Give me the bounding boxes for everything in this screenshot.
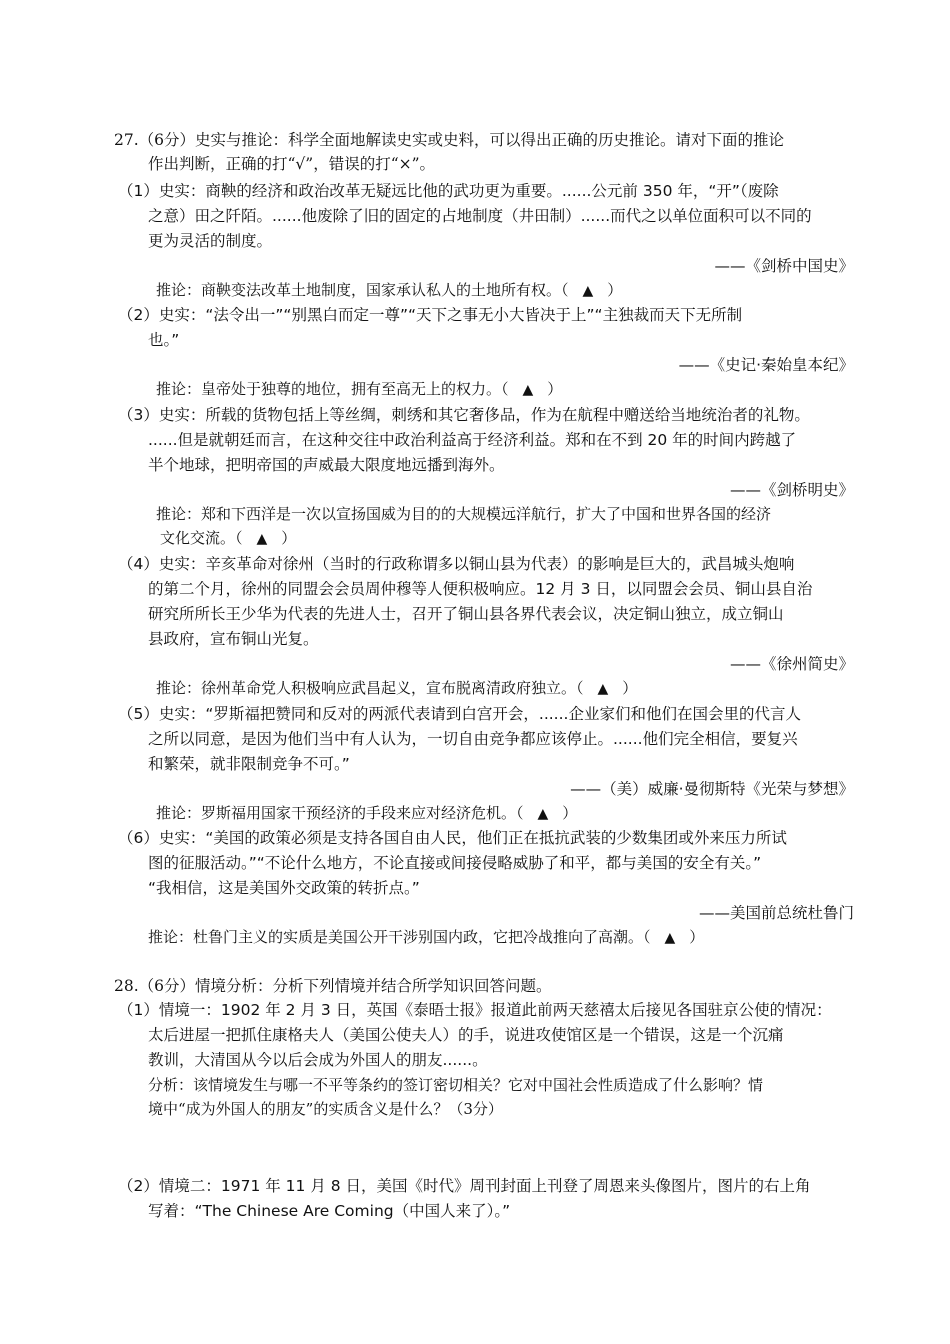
q27-instruction: 作出判断，正确的打“√”，错误的打“×”。 xyxy=(148,155,436,173)
q28-heading: 28.（6分）情境分析：分析下列情境并结合所学知识回答问题。 xyxy=(114,977,552,995)
item3-fact-line: 半个地球，把明帝国的声威最大限度地远播到海外。 xyxy=(148,456,505,474)
item1-source: ——《剑桥中国史》 xyxy=(714,257,854,275)
item4-fact-line: 县政府，宣布铜山光复。 xyxy=(148,630,319,648)
item5-fact-line: （5）史实：“罗斯福把赞同和反对的两派代表请到白宫开会，......企业家们和他们在国会里的代言人 xyxy=(118,705,801,723)
q28-s1-analysis: 分析：该情境发生与哪一不平等条约的签订密切相关？它对中国社会性质造成了什么影响？情 xyxy=(148,1076,764,1094)
item6-close: ） xyxy=(689,928,705,946)
answer-mark-icon: ▲ xyxy=(664,930,676,946)
item3-close: ） xyxy=(281,529,297,547)
item1-fact-line: （1）史实：商鞅的经济和政治改革无疑远比他的武功更为重要。......公元前 350 年，“开”（废除 xyxy=(118,182,779,200)
item2-fact-line: （2）史实：“法令出一”“别黑白而定一尊”“天下之事无小大皆决于上”“主独裁而天下无所制 xyxy=(118,306,743,324)
item5-close: ） xyxy=(562,804,578,822)
item5-fact-line: 和繁荣，就非限制竞争不可。” xyxy=(148,755,350,773)
item4-close: ） xyxy=(622,679,638,697)
item3-inference: 推论：郑和下西洋是一次以宣扬国威为目的的大规模远洋航行，扩大了中国和世界各国的经济 xyxy=(156,505,772,523)
item5-fact-line: 之所以同意，是因为他们当中有人认为，一切自由竞争都应该停止。......他们完全相信，要复兴 xyxy=(148,730,798,748)
answer-mark-icon: ▲ xyxy=(582,283,594,299)
item4-inference xyxy=(156,677,637,698)
item1-inference-text: 推论：商鞅变法改革土地制度，国家承认私人的土地所有权。（ xyxy=(156,281,569,299)
item2-close: ） xyxy=(547,380,563,398)
item1-inference xyxy=(156,279,622,300)
item4-fact-line: 研究所所长王少华为代表的先进人士，召开了铜山县各界代表会议，决定铜山独立，成立铜山 xyxy=(148,605,784,623)
item6-inference-text: 推论：杜鲁门主义的实质是美国公开干涉别国内政，它把冷战推向了高潮。（ xyxy=(148,928,651,946)
item2-inference-text: 推论：皇帝处于独尊的地位，拥有至高无上的权力。（ xyxy=(156,380,509,398)
q28-s2-line: 写着：“The Chinese Are Coming（中国人来了）。” xyxy=(148,1202,511,1220)
item1-fact-line: 更为灵活的制度。 xyxy=(148,232,273,250)
q28-s1-line: 教训，大清国从今以后会成为外国人的朋友......。 xyxy=(148,1051,488,1069)
q27-heading: 27.（6分）史实与推论：科学全面地解读史实或史料，可以得出正确的历史推论。请对下面的推论 xyxy=(114,131,785,149)
item3-inference-cont xyxy=(160,527,296,548)
item6-inference xyxy=(148,926,704,947)
item2-fact-line: 也。” xyxy=(148,331,180,349)
item4-fact-line: （4）史实：辛亥革命对徐州（当时的行政称谓多以铜山县为代表）的影响是巨大的，武昌城头炮响 xyxy=(118,555,795,573)
item4-source: ——《徐州简史》 xyxy=(729,655,854,673)
item4-fact-line: 的第二个月，徐州的同盟会会员周仲穆等人便积极响应。12 月 3 日，以同盟会会员、铜山县自治 xyxy=(148,580,813,598)
item5-inference-text: 推论：罗斯福用国家干预经济的手段来应对经济危机。（ xyxy=(156,804,524,822)
item6-fact-line: 图的征服活动。”“不论什么地方，不论直接或间接侵略威胁了和平，都与美国的安全有关。” xyxy=(148,854,762,872)
q28-s1-analysis: 境中“成为外国人的朋友”的实质含义是什么？（3分） xyxy=(148,1100,503,1118)
item5-inference xyxy=(156,802,577,823)
item6-fact-line: （6）史实：“美国的政策必须是支持各国自由人民，他们正在抵抗武装的少数集团或外来压力所试 xyxy=(118,829,787,847)
item6-fact-line: “我相信，这是美国外交政策的转折点。” xyxy=(148,879,420,897)
answer-mark-icon: ▲ xyxy=(597,681,609,697)
q28-s1-line: 太后进屋一把抓住康格夫人（美国公使夫人）的手，说进攻使馆区是一个错误，这是一个沉痛 xyxy=(148,1026,784,1044)
item3-source: ——《剑桥明史》 xyxy=(729,481,854,499)
item2-inference xyxy=(156,378,562,399)
item2-source: ——《史记·秦始皇本纪》 xyxy=(678,356,854,374)
item4-inference-text: 推论：徐州革命党人积极响应武昌起义，宣布脱离清政府独立。（ xyxy=(156,679,584,697)
item3-inference-text2: 文化交流。（ xyxy=(160,529,243,547)
q28-s1-line: （1）情境一：1902 年 2 月 3 日，英国《泰晤士报》报道此前两天慈禧太后接见各国驻京公使的情况： xyxy=(118,1001,832,1019)
item1-close: ） xyxy=(607,281,623,299)
item6-source: ——美国前总统杜鲁门 xyxy=(698,904,854,922)
answer-mark-icon: ▲ xyxy=(256,531,268,547)
item1-fact-line: 之意）田之阡陌。......他废除了旧的固定的占地制度（井田制）......而代之以单位面积可以不同的 xyxy=(148,207,812,225)
item3-fact-line: ......但是就朝廷而言，在这种交往中政治利益高于经济利益。郑和在不到 20 年的时间内跨越了 xyxy=(148,431,797,449)
item5-source: ——（美）威廉·曼彻斯特《光荣与梦想》 xyxy=(570,780,854,798)
q28-s2-line: （2）情境二：1971 年 11 月 8 日，美国《时代》周刊封面上刊登了周恩来头像图片，图片的右上角 xyxy=(118,1177,811,1195)
item3-fact-line: （3）史实：所载的货物包括上等丝绸，刺绣和其它奢侈品，作为在航程中赠送给当地统治者的礼物。 xyxy=(118,406,810,424)
answer-mark-icon: ▲ xyxy=(537,806,549,822)
answer-mark-icon: ▲ xyxy=(522,382,534,398)
